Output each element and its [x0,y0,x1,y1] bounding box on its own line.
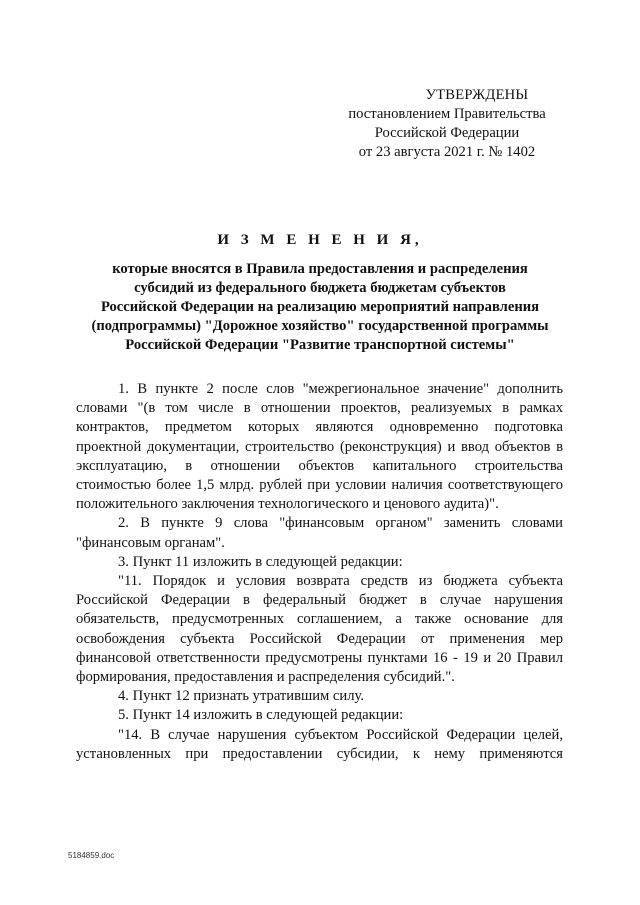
approval-line: постановлением Правительства [348,106,546,122]
paragraph-item-4: 4. Пункт 12 признать утратившим силу. [118,688,364,705]
paragraph-quote-14: "14. В случае нарушения субъектом Российской Федерации целей, установленных при предоставлении субсидии, к нему применяются [76,726,563,762]
paragraph-quote-11: "11. Порядок и условия возврата средств из бюджета субъекта Российской Федерации в федеральный бюджет в случае нарушения обязательств, предусмотренных соглашением, а также основание для освобождения субъекта Российской Федерации от применения мер финансовой ответственности предусмотрены пунктами 16 - 19 и 20 Правил формирования, предоставления и распределения субсидий.". [76,573,563,686]
subtitle-line: которые вносятся в Правила предоставления и распределения [112,261,528,277]
approval-heading: УТВЕРЖДЕНЫ [425,87,529,103]
paragraph-item-1: 1. В пункте 2 после слов "межрегиональное значение" дополнить словами "(в том числе в отношении проектов, реализуемых в рамках контрактов, предметом которых являются одновременно подготовка проектной документации, строительство (реконструкция) и ввод объектов в эксплуатацию, в отношении объектов капитального строительства стоимостью более 1,5 млрд. рублей при условии наличия соответствующего положительного заключения технологического и ценового аудита)". [76,381,563,513]
paragraph-item-5: 5. Пункт 14 изложить в следующей редакции: [118,707,404,724]
subtitle-line: субсидий из федерального бюджета бюджетам субъектов [134,280,506,296]
approval-line: Российской Федерации [374,125,520,141]
subtitle-line: (подпрограммы) "Дорожное хозяйство" государственной программы [91,318,549,334]
paragraph-item-3: 3. Пункт 11 изложить в следующей редакции: [118,553,403,570]
file-reference: 5184859.doc [68,851,115,860]
document-subtitle [70,260,570,355]
approval-date-line: от 23 августа 2021 г. № 1402 [358,144,536,160]
subtitle-line: Российской Федерации на реализацию мероприятий направления [100,299,540,315]
paragraph-item-2: 2. В пункте 9 слова "финансовым органом" заменить словами "финансовым органам". [76,515,563,551]
subtitle-line: Российской Федерации "Развитие транспортной системы" [125,337,515,353]
approval-block [340,86,554,162]
document-title: И З М Е Н Е Н И Я, [217,232,423,248]
document-body [76,380,563,764]
